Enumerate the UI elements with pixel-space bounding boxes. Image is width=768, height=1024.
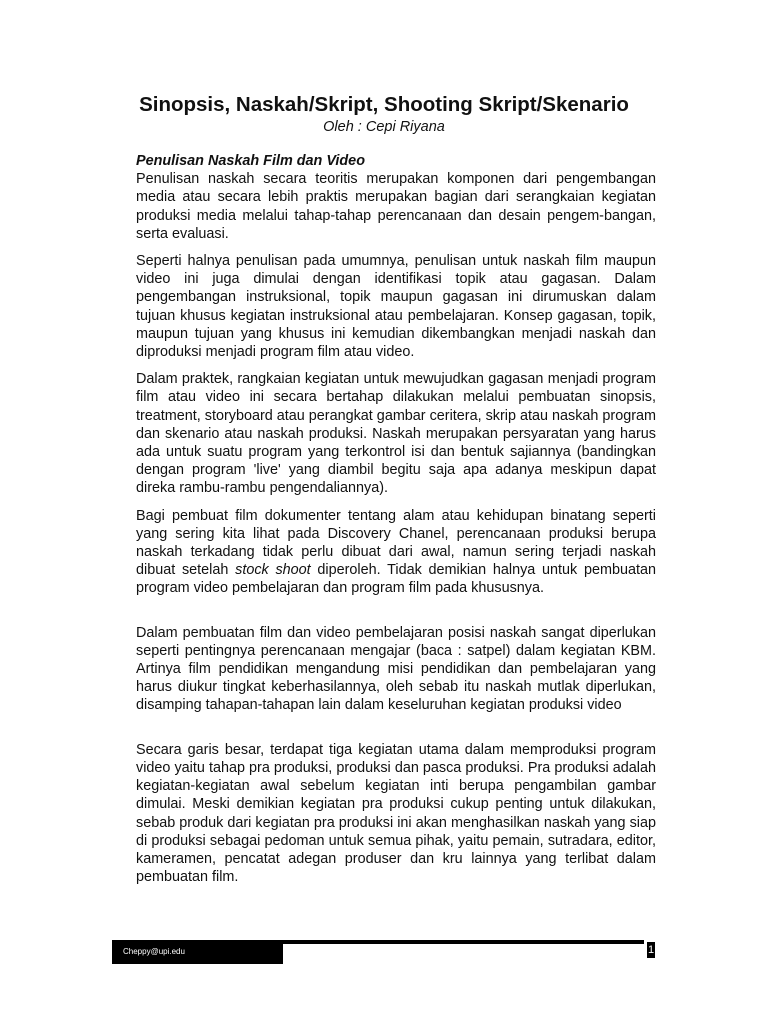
section-heading: Penulisan Naskah Film dan Video	[136, 153, 365, 169]
document-body	[136, 152, 656, 886]
author-line: Oleh : Cepi Riyana	[323, 119, 445, 135]
footer-email: Cheppy@upi.edu	[123, 947, 185, 956]
paragraph-4	[136, 507, 656, 598]
paragraph-6: Secara garis besar, terdapat tiga kegiatan utama dalam memproduksi program video yaitu tahap pra produksi, produksi dan pasca produksi. Pra produksi adalah kegiatan-kegiatan awal sebelum kegiatan inti berupa pengambilan gambar dimulai. Meski demikian kegiatan pra produksi cukup penting untuk dilakukan, sebab produk dari kegiatan pra produksi ini akan menghasilkan naskah yang siap di produksi sebagai pedoman untuk semua pihak, yaitu pemain, sutradara, editor, kameramen, pencatat adegan produser dan kru lainnya yang terlibat dalam pembuatan film.	[136, 741, 656, 886]
paragraph-3: Dalam praktek, rangkaian kegiatan untuk mewujudkan gagasan menjadi program film atau video ini secara bertahap dilakukan melalui pembuatan sinopsis, treatment, storyboard atau perangkat gambar ceritera, skrip atau naskah program dan skenario atau naskah produksi. Naskah merupakan persyaratan yang harus ada untuk suatu program yang terkontrol isi dan bentuk sajiannya (bandingkan dengan program 'live' yang diambil begitu saja apa adanya meskipun dapat direka rambu-rambu pengendaliannya).	[136, 371, 656, 497]
paragraph-2: Seperti halnya penulisan pada umumnya, penulisan untuk naskah film maupun video ini juga dimulai dengan identifikasi topik atau gagasan. Dalam pengembangan instruksional, topik maupun gagasan ini dirumuskan dalam tujuan khusus kegiatan instruksional atau pembelajaran. Konsep gagasan, topik, maupun tujuan yang khusus ini kemudian dikembangkan menjadi naskah dan diproduksi menjadi program film atau video.	[136, 253, 656, 361]
document-title: Sinopsis, Naskah/Skript, Shooting Skript/Skenario	[139, 93, 629, 116]
paragraph-4-text-start: Bagi pembuat film dokumenter tentang alam atau kehidupan binatang seperti yang sering kita lihat pada Discovery Chanel, perencanaan produksi berupa naskah terkadang tidak perlu dibuat dari awal, namun sering terjadi naskah dibuat setelah	[136, 507, 656, 579]
paragraph-5: Dalam pembuatan film dan video pembelajaran posisi naskah sangat diperlukan seperti pentingnya perencanaan mengajar (baca : satpel) dalam kegiatan KBM. Artinya film pendidikan mengandung misi pendidikan dan pembelajaran yang harus diukur tingkat keberhasilannya, oleh sebab itu naskah mutlak diperlukan, disamping tahapan-tahapan lain dalam keseluruhan kegiatan produksi video	[136, 624, 656, 714]
paragraph-4-italic-term: stock shoot	[235, 562, 311, 579]
paragraph-4-text-end: diperoleh. Tidak demikian halnya untuk pembuatan program video pembelajaran dan program film pada khususnya.	[136, 562, 656, 597]
paragraph-1: Penulisan naskah secara teoritis merupakan komponen dari pengembangan media atau secara lebih praktis merupakan bagian dari serangkaian kegiatan produksi media melalui tahap-tahap perencanaan dan desain pengem-bangan, serta evaluasi.	[136, 171, 656, 242]
page-number: 1	[647, 944, 655, 956]
